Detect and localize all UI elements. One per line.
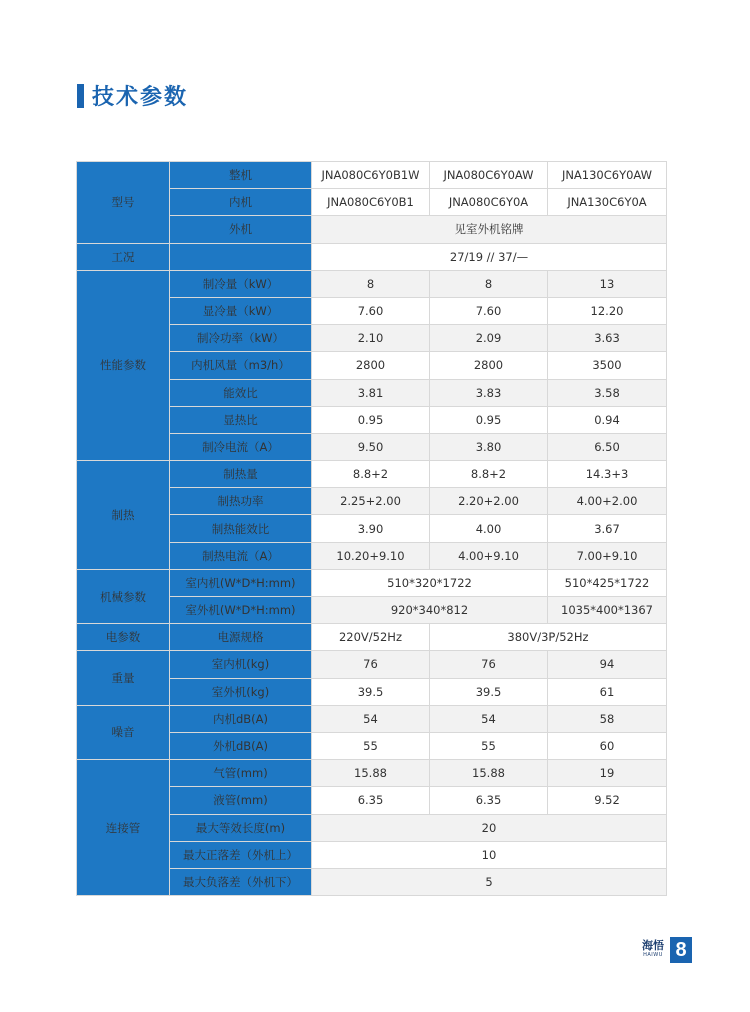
value-cell: 220V/52Hz: [312, 624, 430, 651]
value-cell: 58: [548, 705, 667, 732]
value-cell: 2800: [312, 352, 430, 379]
row-label: 制热电流（A）: [170, 542, 312, 569]
value-cell: 2.09: [430, 325, 548, 352]
row-label: 液管(mm): [170, 787, 312, 814]
brand-name-cn: 海悟: [642, 939, 664, 952]
value-cell: 0.94: [548, 406, 667, 433]
value-cell: JNA080C6Y0AW: [430, 162, 548, 189]
value-cell: 4.00: [430, 515, 548, 542]
row-label: 制热功率: [170, 488, 312, 515]
row-label: 电源规格: [170, 624, 312, 651]
category-cell: 工况: [77, 243, 170, 270]
category-cell: 噪音: [77, 705, 170, 759]
value-cell: 6.35: [430, 787, 548, 814]
value-cell: 54: [430, 705, 548, 732]
row-label: 最大正落差（外机上）: [170, 841, 312, 868]
value-cell: 1035*400*1367: [548, 597, 667, 624]
value-cell: 3.80: [430, 433, 548, 460]
value-cell: 15.88: [312, 760, 430, 787]
value-cell: 39.5: [430, 678, 548, 705]
row-label: 内机风量（m3/h）: [170, 352, 312, 379]
value-cell: 14.3+3: [548, 461, 667, 488]
category-cell: 制热: [77, 461, 170, 570]
row-label: 制冷功率（kW）: [170, 325, 312, 352]
value-cell: JNA080C6Y0B1W: [312, 162, 430, 189]
value-cell: 2.20+2.00: [430, 488, 548, 515]
value-cell: 3.83: [430, 379, 548, 406]
row-label: 最大等效长度(m): [170, 814, 312, 841]
value-cell: 55: [430, 732, 548, 759]
value-cell: 380V/3P/52Hz: [430, 624, 667, 651]
value-cell: 2.10: [312, 325, 430, 352]
value-cell: 10: [312, 841, 667, 868]
value-cell: 6.35: [312, 787, 430, 814]
row-label: 室内机(W*D*H:mm): [170, 569, 312, 596]
value-cell: 15.88: [430, 760, 548, 787]
value-cell: 76: [430, 651, 548, 678]
value-cell: 0.95: [430, 406, 548, 433]
row-label: 能效比: [170, 379, 312, 406]
brand-name-en: HAIWU: [643, 952, 663, 958]
value-cell: JNA080C6Y0B1: [312, 189, 430, 216]
row-label: 内机dB(A): [170, 705, 312, 732]
value-cell: 60: [548, 732, 667, 759]
row-label: [170, 243, 312, 270]
value-cell: 2800: [430, 352, 548, 379]
value-cell: 510*320*1722: [312, 569, 548, 596]
category-cell: 重量: [77, 651, 170, 705]
value-cell: 12.20: [548, 297, 667, 324]
value-cell: 55: [312, 732, 430, 759]
value-cell: 8.8+2: [430, 461, 548, 488]
row-label: 显热比: [170, 406, 312, 433]
value-cell: 20: [312, 814, 667, 841]
value-cell: 3.58: [548, 379, 667, 406]
value-cell: 0.95: [312, 406, 430, 433]
value-cell: 4.00+9.10: [430, 542, 548, 569]
value-cell: 54: [312, 705, 430, 732]
value-cell: 3.63: [548, 325, 667, 352]
value-cell: 3.81: [312, 379, 430, 406]
value-cell: 8: [430, 270, 548, 297]
value-cell: 3.67: [548, 515, 667, 542]
value-cell: 7.00+9.10: [548, 542, 667, 569]
page-title: 技术参数: [92, 85, 189, 110]
value-cell: 39.5: [312, 678, 430, 705]
row-label: 室内机(kg): [170, 651, 312, 678]
row-label: 最大负落差（外机下）: [170, 868, 312, 895]
value-cell: 5: [312, 868, 667, 895]
value-cell: 6.50: [548, 433, 667, 460]
value-cell: 13: [548, 270, 667, 297]
value-cell: 7.60: [312, 297, 430, 324]
row-label: 显冷量（kW）: [170, 297, 312, 324]
row-label: 外机: [170, 216, 312, 243]
value-cell: 4.00+2.00: [548, 488, 667, 515]
row-label: 制冷电流（A）: [170, 433, 312, 460]
row-label: 制热能效比: [170, 515, 312, 542]
row-label: 整机: [170, 162, 312, 189]
value-cell: 9.52: [548, 787, 667, 814]
value-cell: 9.50: [312, 433, 430, 460]
value-cell: JNA080C6Y0A: [430, 189, 548, 216]
value-cell: 3500: [548, 352, 667, 379]
page-number: 8: [670, 937, 692, 963]
value-cell: 2.25+2.00: [312, 488, 430, 515]
value-cell: JNA130C6Y0AW: [548, 162, 667, 189]
value-cell: 7.60: [430, 297, 548, 324]
row-label: 气管(mm): [170, 760, 312, 787]
value-cell: 920*340*812: [312, 597, 548, 624]
row-label: 制热量: [170, 461, 312, 488]
value-cell: 3.90: [312, 515, 430, 542]
category-cell: 性能参数: [77, 270, 170, 460]
row-label: 室外机(kg): [170, 678, 312, 705]
row-label: 制冷量（kW）: [170, 270, 312, 297]
value-cell: 94: [548, 651, 667, 678]
row-label: 内机: [170, 189, 312, 216]
row-label: 外机dB(A): [170, 732, 312, 759]
value-cell: JNA130C6Y0A: [548, 189, 667, 216]
value-cell: 61: [548, 678, 667, 705]
value-cell: 19: [548, 760, 667, 787]
value-cell: 27/19 // 37/—: [312, 243, 667, 270]
category-cell: 机械参数: [77, 569, 170, 623]
value-cell: 10.20+9.10: [312, 542, 430, 569]
value-cell: 见室外机铭牌: [312, 216, 667, 243]
category-cell: 型号: [77, 162, 170, 244]
value-cell: 8.8+2: [312, 461, 430, 488]
row-label: 室外机(W*D*H:mm): [170, 597, 312, 624]
title-accent-bar: [77, 84, 84, 108]
value-cell: 8: [312, 270, 430, 297]
category-cell: 电参数: [77, 624, 170, 651]
value-cell: 76: [312, 651, 430, 678]
brand-logo: [640, 940, 666, 959]
spec-table: [76, 161, 667, 896]
value-cell: 510*425*1722: [548, 569, 667, 596]
category-cell: 连接管: [77, 760, 170, 896]
